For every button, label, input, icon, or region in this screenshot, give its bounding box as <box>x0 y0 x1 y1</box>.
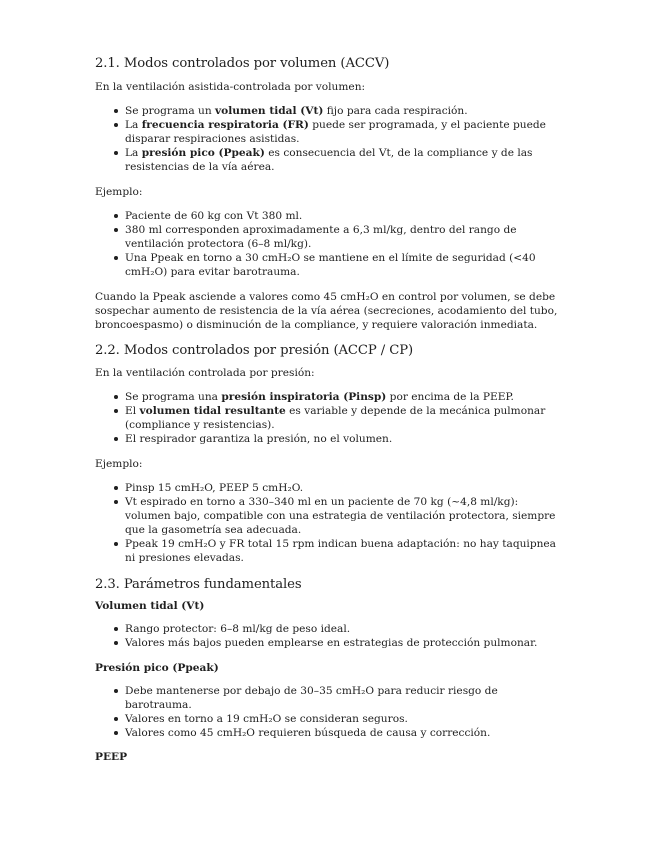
list-item: El respirador garantiza la presión, no el volumen. <box>95 432 565 446</box>
list-item: Ppeak 19 cmH₂O y FR total 15 rpm indican buena adaptación: no hay taquipnea ni presiones elevadas. <box>95 537 565 565</box>
list-item: Valores más bajos pueden emplearse en estrategias de protección pulmonar. <box>95 636 565 650</box>
list-item: Se programa un volumen tidal (Vt) fijo para cada respiración. <box>95 104 565 118</box>
list-item: Rango protector: 6–8 ml/kg de peso ideal. <box>95 622 565 636</box>
section-heading-2-1: 2.1. Modos controlados por volumen (ACCV) <box>95 56 390 71</box>
section-heading-2-2: 2.2. Modos controlados por presión (ACCP / CP) <box>95 343 414 358</box>
list-item: Se programa una presión inspiratoria (Pinsp) por encima de la PEEP. <box>95 390 565 404</box>
section-2-2-list <box>95 390 565 446</box>
list-item: Paciente de 60 kg con Vt 380 ml. <box>95 209 565 223</box>
section-2-1-list <box>95 104 565 174</box>
section-2-1-example-label: Ejemplo: <box>95 186 143 198</box>
section-2-1-example-list <box>95 209 565 279</box>
list-item: Pinsp 15 cmH₂O, PEEP 5 cmH₂O. <box>95 481 565 495</box>
vt-list <box>95 622 565 650</box>
section-2-1-closing: Cuando la Ppeak asciende a valores como 45 cmH₂O en control por volumen, se debe sospechar aumento de resistencia de la vía aérea (secreciones, acodamiento del tubo, broncoespasmo) o disminución de la compliance, y requiere valoración inmediata. <box>95 291 558 331</box>
list-item: La presión pico (Ppeak) es consecuencia del Vt, de la compliance y de las resistencias de la vía aérea. <box>95 146 565 174</box>
ppeak-list <box>95 684 565 740</box>
section-2-2-example-list <box>95 481 565 565</box>
section-heading-2-3: 2.3. Parámetros fundamentales <box>95 577 302 592</box>
list-item: Una Ppeak en torno a 30 cmH₂O se mantiene en el límite de seguridad (<40 cmH₂O) para evitar barotrauma. <box>95 251 565 279</box>
list-item: La frecuencia respiratoria (FR) puede ser programada, y el paciente puede disparar respiraciones asistidas. <box>95 118 565 146</box>
document-content <box>95 56 565 763</box>
list-item: El volumen tidal resultante es variable y depende de la mecánica pulmonar (compliance y resistencias). <box>95 404 565 432</box>
section-2-2-intro: En la ventilación controlada por presión: <box>95 367 315 379</box>
list-item: Vt espirado en torno a 330–340 ml en un paciente de 70 kg (~4,8 ml/kg): volumen bajo, compatible con una estrategia de ventilación protectora, siempre que la gasometría sea adecuada. <box>95 495 565 537</box>
section-2-2-example-label: Ejemplo: <box>95 458 143 470</box>
peep-subheading: PEEP <box>95 751 128 763</box>
list-item: Valores en torno a 19 cmH₂O se consideran seguros. <box>95 712 565 726</box>
ppeak-subheading: Presión pico (Ppeak) <box>95 662 219 674</box>
section-2-1-intro: En la ventilación asistida-controlada por volumen: <box>95 81 366 93</box>
list-item: 380 ml corresponden aproximadamente a 6,3 ml/kg, dentro del rango de ventilación protectora (6–8 ml/kg). <box>95 223 565 251</box>
list-item: Debe mantenerse por debajo de 30–35 cmH₂O para reducir riesgo de barotrauma. <box>95 684 565 712</box>
vt-subheading: Volumen tidal (Vt) <box>95 600 205 612</box>
list-item: Valores como 45 cmH₂O requieren búsqueda de causa y corrección. <box>95 726 565 740</box>
